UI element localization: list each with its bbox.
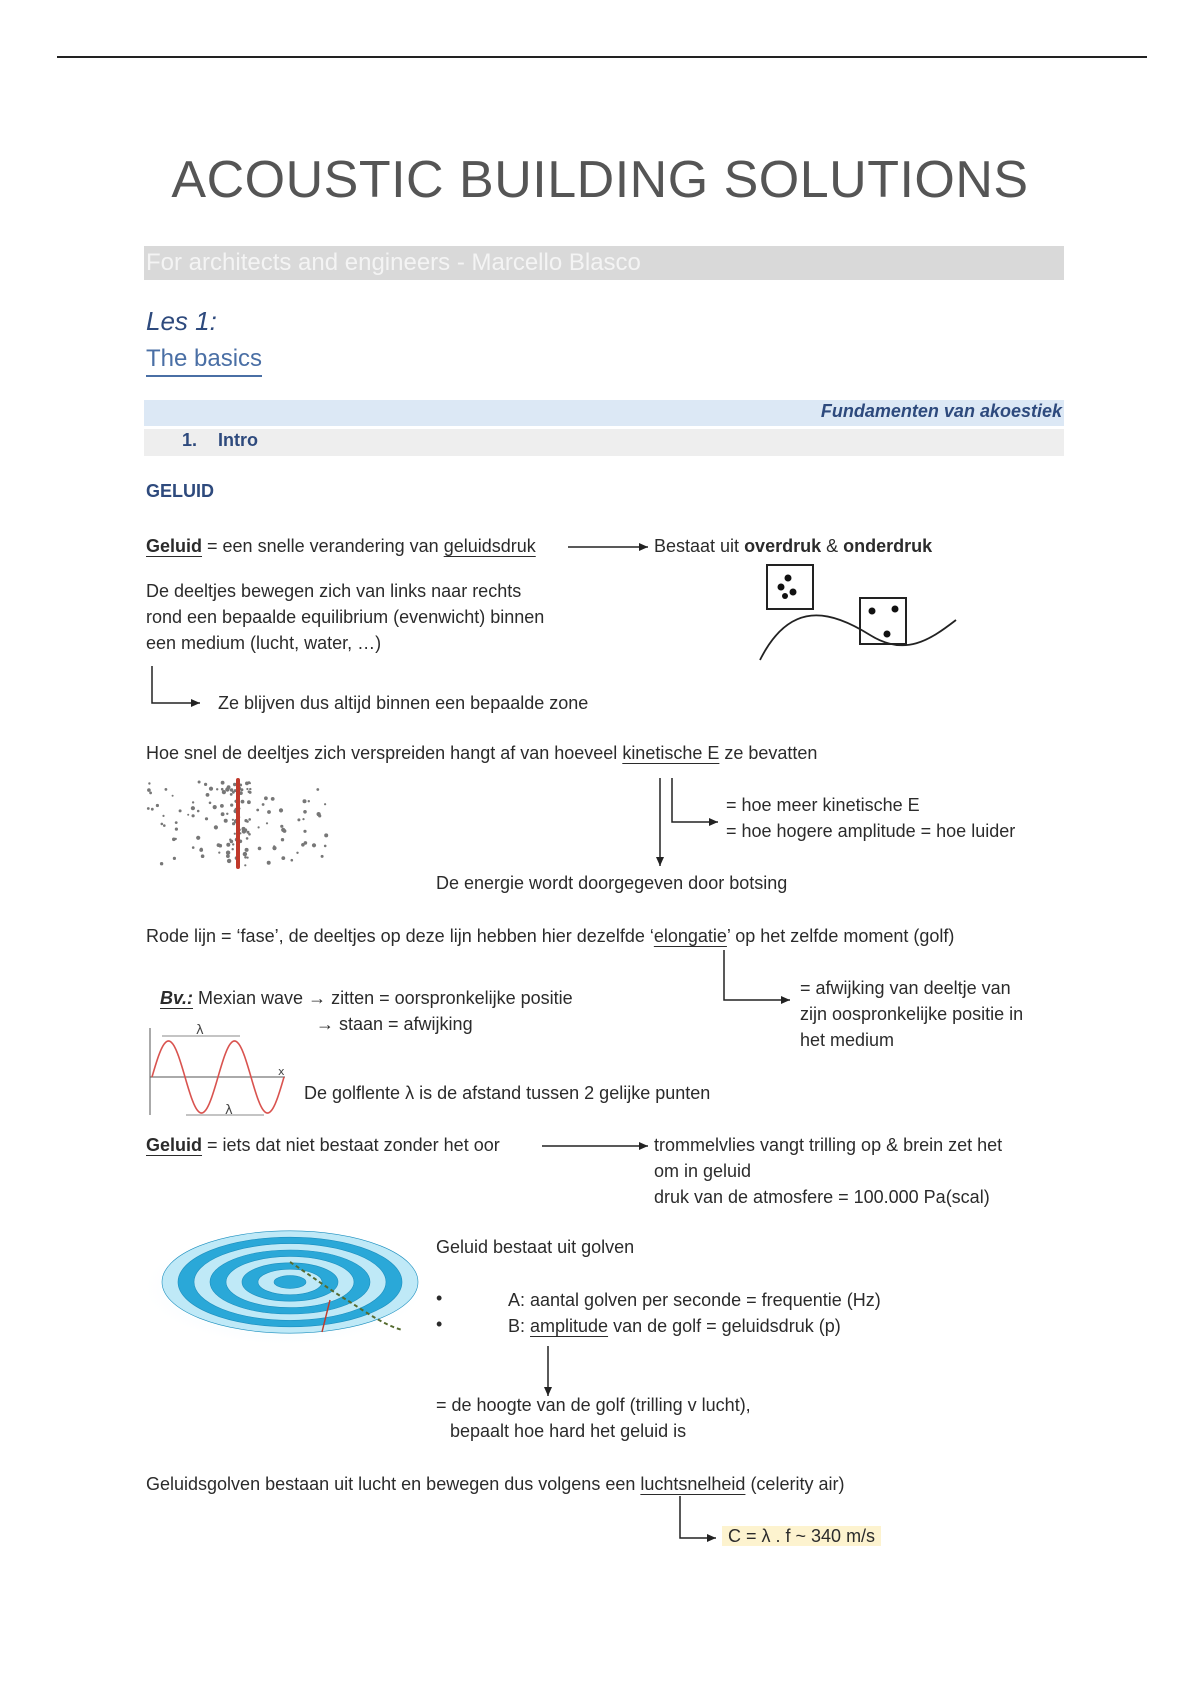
particle-dot [241, 800, 245, 804]
particle-dot [248, 818, 251, 821]
particle-dot [249, 782, 251, 784]
particle-dot [226, 851, 230, 855]
particle-dot [197, 810, 200, 813]
particle-dot [258, 847, 262, 851]
particle-dot [237, 845, 239, 847]
particle-dot [308, 800, 310, 802]
particle-dot [235, 800, 239, 804]
particle-dot [191, 806, 195, 810]
particle-dot [192, 846, 195, 849]
ripple-figure [146, 1231, 422, 1344]
particle-dot [303, 810, 307, 814]
particle-dot [239, 840, 243, 844]
particle-dot [302, 818, 304, 820]
term: Geluid [146, 1135, 203, 1155]
particle-dot [236, 856, 240, 860]
axis-label: x [278, 1065, 285, 1078]
particle-dot [280, 825, 283, 828]
particle-dot [230, 788, 233, 791]
arrow-celerity [680, 1496, 716, 1538]
particle-dot [232, 822, 235, 825]
particle-dot [248, 781, 251, 784]
particle-dot [196, 836, 200, 840]
particle-dot [244, 819, 247, 822]
particle-dot [205, 817, 208, 820]
particle-dot [246, 837, 249, 840]
particle-dot [235, 856, 239, 860]
particle-dot [249, 791, 252, 794]
subheading: GELUID [146, 481, 215, 501]
text: Geluidsgolven bestaan uit lucht en bewegen dus volgens een [146, 1474, 641, 1494]
example-label: Bv.: [160, 988, 194, 1008]
link-term: geluidsdruk [443, 536, 536, 556]
particle-dot [221, 781, 225, 785]
text: (celerity air) [745, 1474, 845, 1494]
text: B: [508, 1316, 531, 1336]
particle-dot [239, 791, 243, 795]
text: & [821, 536, 844, 556]
particle-dot [237, 861, 239, 863]
particle-dot [249, 788, 251, 790]
particle-dot [237, 787, 241, 791]
particle-dot [297, 818, 300, 821]
particle-dot [175, 838, 177, 840]
ripple-ring [258, 1269, 322, 1295]
particle-dot [246, 788, 248, 790]
particle-dot [163, 824, 166, 827]
section-banner: Fundamenten van akoestiek [820, 401, 1062, 421]
particle-dot [219, 844, 223, 848]
elongation-note-1: = afwijking van deeltje van [800, 978, 1011, 998]
particle-dot [242, 829, 246, 833]
wavelength-note: De golflente λ is de afstand tussen 2 gelijke punten [304, 1083, 711, 1103]
particle-dot [206, 793, 210, 797]
particle-dot [234, 789, 237, 792]
ear-note-2: om in geluid [654, 1161, 752, 1181]
particle-dot [248, 833, 251, 836]
text: Hoe snel de deeltjes zich verspreiden hangt af van hoeveel [146, 743, 623, 763]
particle-dot [240, 788, 243, 791]
definition-geluid [146, 533, 536, 559]
text: Rode lijn = ‘fase’, de deeltjes op deze lijn hebben hier dezelfde ‘ [146, 926, 654, 946]
particle-dot [273, 845, 275, 847]
particle-dot [173, 857, 176, 860]
particle-figure [147, 781, 328, 867]
definition-geluid-ear [146, 1132, 500, 1158]
particle-dot [172, 795, 174, 797]
particle-dot [238, 787, 241, 790]
particle-dot [291, 859, 294, 862]
particle-dot [218, 852, 220, 854]
particle-dot [226, 843, 230, 847]
arrow-kinetic-note [672, 778, 718, 822]
ripple-ring [274, 1276, 306, 1289]
particle-dot [230, 793, 233, 796]
term: Geluid [146, 536, 203, 556]
particle-dot [221, 812, 225, 816]
particle-dot [243, 853, 245, 855]
ear-note-3: druk van de atmosfere = 100.000 Pa(scal) [654, 1187, 990, 1207]
particle-dot [247, 831, 250, 834]
kinetic-note-2: = hoe hogere amplitude = hoe luider [726, 821, 1016, 841]
particle-dot [296, 852, 298, 854]
particle-dot [221, 788, 224, 791]
particle-dot [324, 803, 326, 805]
particle-dot [232, 843, 234, 845]
particle-dot [244, 828, 247, 831]
particle-dot [234, 833, 236, 835]
particle-dot [156, 804, 159, 807]
particle-dot [244, 856, 247, 859]
lambda-label: λ [196, 1023, 204, 1038]
particle-dot [238, 816, 241, 819]
page-title: ACOUSTIC BUILDING SOLUTIONS [171, 151, 1029, 209]
particle-dot [264, 796, 268, 800]
particle-dot [245, 782, 249, 786]
particle-dot [244, 864, 246, 866]
sine-wave-figure [150, 1023, 285, 1118]
arrow-zone [152, 666, 200, 703]
particle-dot [227, 859, 231, 863]
kinetic-note-1: = hoe meer kinetische E [726, 795, 920, 815]
particle-dot [160, 862, 163, 865]
particle-dot [262, 803, 265, 806]
particle-dot [234, 800, 237, 803]
particle-dot [175, 821, 178, 824]
ripple-ring [226, 1256, 354, 1307]
particle-dot [243, 852, 247, 856]
waves-heading: Geluid bestaat uit golven [436, 1237, 635, 1257]
particle-dot [151, 808, 154, 811]
particle-dot [266, 822, 268, 824]
particle-dot [267, 810, 271, 814]
particle-dot [235, 837, 239, 841]
link-term: kinetische E [622, 743, 720, 763]
particle-dot [147, 807, 150, 810]
ripple-ring [162, 1231, 418, 1333]
particle-dot [147, 788, 151, 792]
particle-dot [209, 802, 212, 805]
particle-dot [200, 848, 203, 851]
particle-dot [199, 848, 203, 852]
text: Mexian wave → zitten = oorspronkelijke positie [193, 988, 573, 1008]
particle-dot [213, 805, 217, 809]
amplitude-note-2: bepaalt hoe hard het geluid is [450, 1421, 687, 1441]
particle-dot [220, 804, 224, 808]
heading-bar [144, 429, 1064, 456]
particle-dot [316, 788, 319, 791]
particle-dot [234, 819, 238, 823]
particle-dot [242, 827, 246, 831]
particle-dot [230, 840, 234, 844]
zone-note: Ze blijven dus altijd binnen een bepaalde zone [218, 693, 589, 713]
particle-line-3: een medium (lucht, water, …) [146, 633, 382, 653]
particle-dot [214, 825, 218, 829]
particle-dot [198, 781, 201, 784]
particle-dot [235, 808, 237, 810]
particle-dot [224, 819, 228, 823]
particle-dot [192, 814, 195, 817]
link-term: amplitude [530, 1316, 609, 1336]
particle-dot [258, 826, 260, 828]
particle-dot [204, 783, 207, 786]
top-rule [57, 56, 1147, 58]
ripple-ring [194, 1244, 386, 1321]
particle-dot [233, 783, 236, 786]
particle-dot [271, 797, 275, 801]
heading-number: 1. [182, 430, 198, 450]
collision-note: De energie wordt doorgegeven door botsing [436, 873, 788, 893]
ripple-ring [178, 1237, 402, 1327]
particle-dot [324, 833, 328, 837]
particle-dot [179, 809, 182, 812]
particle-dot [238, 829, 241, 832]
particle-dot [165, 788, 168, 791]
celerity-paragraph [146, 1471, 844, 1497]
text: = iets dat niet bestaat zonder het oor [202, 1135, 500, 1155]
particle-dot [312, 843, 316, 847]
lambda-label: λ [225, 1103, 233, 1118]
particle-dot [230, 804, 233, 807]
particle-dot [321, 855, 324, 858]
example-line-1 [160, 985, 573, 1011]
phase-paragraph [146, 923, 954, 949]
link-term: elongatie [653, 926, 727, 946]
link-term: luchtsnelheid [640, 1474, 746, 1494]
particle-dot [247, 857, 249, 859]
particle-dot [239, 784, 242, 787]
particle-line-2: rond een bepaalde equilibrium (evenwicht) binnen [146, 607, 545, 627]
particle-dot [318, 814, 321, 817]
particle-dot [234, 809, 238, 813]
particle-dot [281, 856, 285, 860]
subtitle: For architects and engineers - Marcello Blasco [146, 249, 641, 276]
particle-dot [226, 813, 228, 815]
particle-dot [192, 801, 194, 803]
particle-dot [222, 790, 226, 794]
pressure-note [654, 533, 932, 559]
particle-dot [227, 785, 231, 789]
section-heading: Intro [218, 430, 258, 450]
text: Bestaat uit [654, 536, 745, 556]
example-line-2: → staan = afwijking [316, 1014, 473, 1034]
particle-dot [148, 782, 150, 784]
term: onderdruk [843, 536, 933, 556]
particle-dot [175, 828, 178, 831]
term: overdruk [744, 536, 822, 556]
bullet-b-symbol: • [436, 1314, 443, 1334]
ripple-ring [210, 1250, 370, 1314]
particle-dot [317, 812, 321, 816]
particle-line-1: De deeltjes bewegen zich van links naar rechts [146, 581, 522, 601]
ripple-ring [242, 1263, 338, 1301]
lesson-title: The basics [146, 345, 262, 377]
particle-dot [239, 832, 241, 834]
particle-dot [149, 792, 152, 795]
lesson-label: Les 1: [146, 306, 217, 336]
text: ze bevatten [719, 743, 818, 763]
particle-dot [217, 843, 221, 847]
particle-dot [229, 839, 231, 841]
formula-highlight: C = λ . f ~ 340 m/s [722, 1526, 881, 1546]
particle-dot [279, 808, 283, 812]
particle-dot [239, 808, 241, 810]
particle-dot [272, 846, 276, 850]
particle-dot [281, 828, 285, 832]
bullet-b [508, 1313, 841, 1339]
particle-dot [281, 838, 284, 841]
bullet-a-symbol: • [436, 1288, 443, 1308]
particle-dot [248, 790, 251, 793]
particle-dot [304, 841, 308, 845]
formula [722, 1523, 881, 1549]
kinetic-paragraph [146, 740, 817, 766]
particle-dot [226, 854, 230, 858]
amplitude-note-1: = de hoogte van de golf (trilling v lucht), [436, 1395, 751, 1415]
particle-dot [303, 830, 306, 833]
particle-dot [235, 838, 239, 842]
particle-dot [232, 791, 235, 794]
particle-dot [209, 787, 213, 791]
text: ’ op het zelfde moment (golf) [726, 926, 955, 946]
particle-dot [172, 838, 176, 842]
particle-dot [283, 829, 287, 833]
particle-dot [162, 815, 164, 817]
particle-dot [187, 814, 189, 816]
particle-dot [238, 787, 240, 789]
particle-dot [267, 861, 271, 865]
particle-dot [161, 823, 164, 826]
particle-dot [201, 854, 205, 858]
particle-dot [238, 820, 240, 822]
particle-dot [232, 819, 234, 821]
particle-dot [228, 788, 230, 790]
elongation-note-2: zijn oospronkelijke positie in [800, 1004, 1024, 1024]
particle-dot [232, 848, 234, 850]
elongation-note-3: het medium [800, 1030, 895, 1050]
ear-note-1: trommelvlies vangt trilling op & brein zet het [654, 1135, 1003, 1155]
particle-dot [237, 788, 240, 791]
particle-dot [247, 800, 251, 804]
text: van de golf = geluidsdruk (p) [608, 1316, 841, 1336]
pressure-wave-figure [760, 565, 956, 660]
particle-dot [225, 787, 229, 791]
particle-dot [303, 799, 307, 803]
arrow-elongation [724, 950, 790, 1000]
text: = een snelle verandering van [202, 536, 444, 556]
particle-dot [301, 843, 305, 847]
particle-dot [246, 820, 249, 823]
particle-dot [324, 845, 327, 848]
particle-dot [245, 848, 249, 852]
particle-dot [216, 788, 218, 790]
particle-dot [256, 809, 259, 812]
bullet-a: A: aantal golven per seconde = frequentie (Hz) [508, 1290, 881, 1310]
